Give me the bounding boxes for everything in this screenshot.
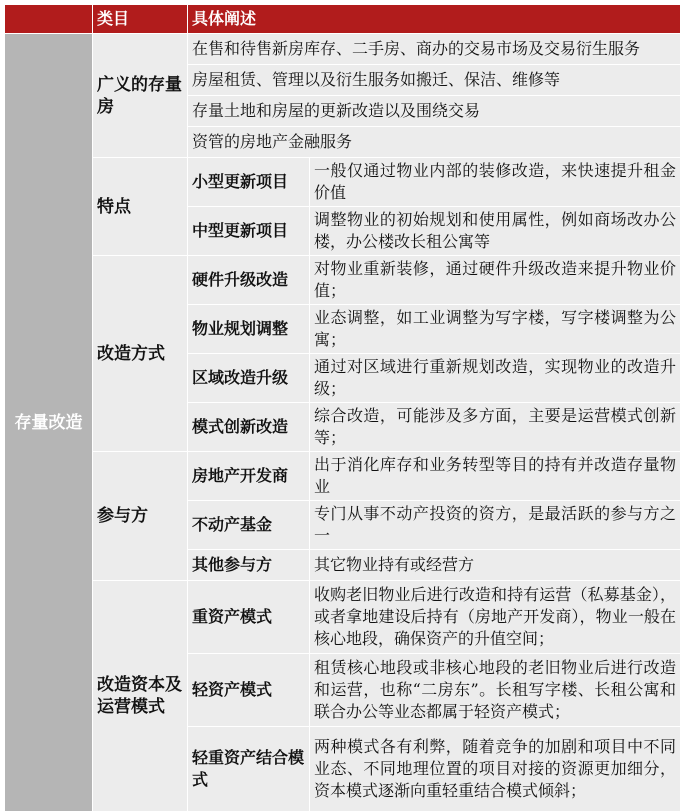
table-header-row: [5, 5, 681, 34]
section-methods-title: 改造方式: [93, 256, 188, 452]
table-row: [5, 452, 681, 501]
header-category: 类目: [93, 5, 188, 34]
model-desc: 租赁核心地段或非核心地段的老旧物业后进行改造和运营，也称“二房东”。长租写字楼、长租公寓和联合办公等业态都属于轻资产模式；: [310, 654, 681, 727]
method-name: 区域改造升级: [188, 354, 310, 403]
method-desc: 业态调整，如工业调整为写字楼，写字楼调整为公寓；: [310, 305, 681, 354]
method-desc: 综合改造，可能涉及多方面，主要是运营模式创新等；: [310, 403, 681, 452]
stock-renovation-table: [4, 4, 681, 812]
model-desc: 两种模式各有利弊，随着竞争的加剧和项目中不同业态、不同地理位置的项目对接的资源更加细分，资本模式逐渐向重轻重结合模式倾斜；: [310, 727, 681, 812]
section-parties-title: 参与方: [93, 452, 188, 581]
header-detail: 具体阐述: [188, 5, 681, 34]
table-row: [5, 256, 681, 305]
table-row: [5, 581, 681, 654]
feature-desc: 调整物业的初始规划和使用属性，例如商场改办公楼，办公楼改长租公寓等: [310, 207, 681, 256]
method-name: 物业规划调整: [188, 305, 310, 354]
broad-item: 存量土地和房屋的更新改造以及围绕交易: [188, 96, 681, 127]
party-desc: 专门从事不动产投资的资方，是最活跃的参与方之一: [310, 501, 681, 550]
party-desc: 其它物业持有或经营方: [310, 550, 681, 581]
method-desc: 对物业重新装修，通过硬件升级改造来提升物业价值；: [310, 256, 681, 305]
table-row: [5, 158, 681, 207]
party-name: 不动产基金: [188, 501, 310, 550]
feature-desc: 一般仅通过物业内部的装修改造，来快速提升租金价值: [310, 158, 681, 207]
main-category-label: 存量改造: [5, 34, 93, 812]
feature-name: 小型更新项目: [188, 158, 310, 207]
party-name: 其他参与方: [188, 550, 310, 581]
feature-name: 中型更新项目: [188, 207, 310, 256]
section-broad-title: 广义的存量房: [93, 34, 188, 158]
section-models-title: 改造资本及运营模式: [93, 581, 188, 812]
broad-item: 资管的房地产金融服务: [188, 127, 681, 158]
method-desc: 通过对区域进行重新规划改造，实现物业的改造升级；: [310, 354, 681, 403]
model-name: 重资产模式: [188, 581, 310, 654]
model-desc: 收购老旧物业后进行改造和持有运营（私募基金），或者拿地建设后持有（房地产开发商），物业一般在核心地段，确保资产的升值空间；: [310, 581, 681, 654]
method-name: 硬件升级改造: [188, 256, 310, 305]
table-row: [5, 34, 681, 65]
method-name: 模式创新改造: [188, 403, 310, 452]
section-features-title: 特点: [93, 158, 188, 256]
broad-item: 房屋租赁、管理以及衍生服务如搬迁、保洁、维修等: [188, 65, 681, 96]
party-desc: 出于消化库存和业务转型等目的持有并改造存量物业: [310, 452, 681, 501]
model-name: 轻资产模式: [188, 654, 310, 727]
party-name: 房地产开发商: [188, 452, 310, 501]
header-blank: [5, 5, 93, 34]
broad-item: 在售和待售新房库存、二手房、商办的交易市场及交易衍生服务: [188, 34, 681, 65]
model-name: 轻重资产结合模式: [188, 727, 310, 812]
